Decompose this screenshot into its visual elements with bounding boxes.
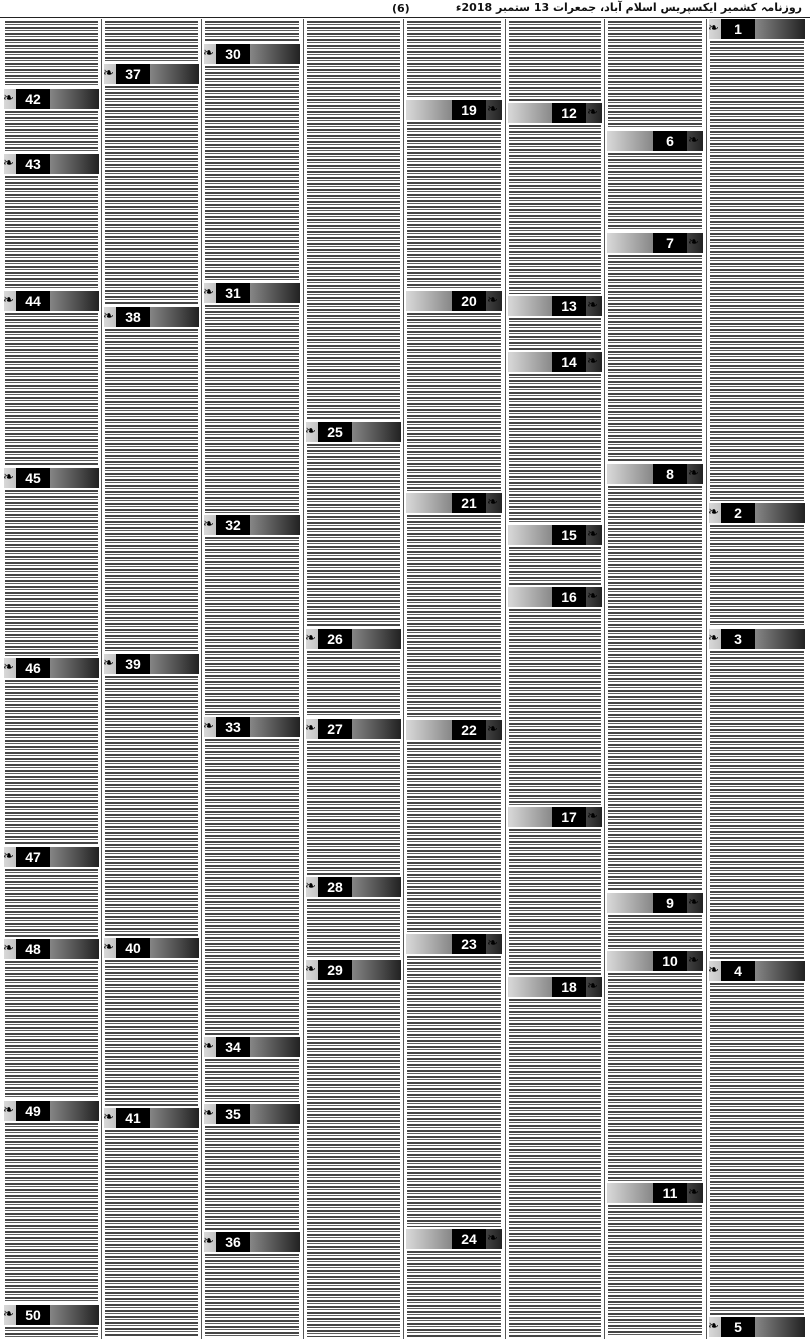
news-text-block: [205, 1126, 299, 1230]
news-text-block: [710, 651, 804, 959]
news-item-number: 17: [552, 807, 586, 827]
column-divider: [505, 19, 506, 1339]
news-text-block: [407, 122, 501, 289]
news-text-block: [509, 374, 601, 523]
news-item-number-bar: [709, 503, 805, 523]
news-item-number-bar: [4, 154, 99, 174]
news-text-block: [105, 960, 198, 1106]
news-text-block: [509, 21, 601, 101]
news-item-number: 28: [318, 877, 352, 897]
news-text-block: [105, 21, 198, 62]
news-item-number: 3: [721, 629, 755, 649]
news-text-block: [407, 1251, 501, 1337]
bird-ornament-icon: ❧: [3, 470, 14, 485]
news-item-number-bar: [204, 1232, 300, 1252]
news-item-number: 21: [452, 493, 486, 513]
bird-ornament-icon: ❧: [203, 46, 214, 61]
news-item-number-bar: [306, 422, 401, 442]
bird-ornament-icon: ❧: [708, 21, 719, 36]
bird-ornament-icon: ❧: [688, 895, 699, 910]
news-item-number-bar: [204, 717, 300, 737]
news-column: [707, 19, 807, 1339]
news-item-number: 20: [452, 291, 486, 311]
news-item-number-bar: [104, 938, 199, 958]
news-item-number-bar: [4, 468, 99, 488]
news-item-number-bar: [508, 296, 602, 316]
news-item-number: 33: [216, 717, 250, 737]
news-item-number-bar: [4, 89, 99, 109]
news-column: [605, 19, 705, 1339]
news-item-number-bar: [306, 960, 401, 980]
bird-ornament-icon: ❧: [203, 517, 214, 532]
news-item-number: 22: [452, 720, 486, 740]
news-item-number: 2: [721, 503, 755, 523]
news-item-number: 35: [216, 1104, 250, 1124]
news-text-block: [608, 255, 702, 462]
news-item-number: 8: [653, 464, 687, 484]
news-item-number: 31: [216, 283, 250, 303]
news-item-number-bar: [406, 100, 502, 120]
news-item-number: 19: [452, 100, 486, 120]
news-item-number-bar: [508, 352, 602, 372]
news-item-number-bar: [508, 977, 602, 997]
news-item-number: 37: [116, 64, 150, 84]
news-text-block: [5, 680, 98, 845]
news-item-number-bar: [4, 939, 99, 959]
masthead-dateline: روزنامہ کشمیر ایکسپریس اسلام آباد، جمعرات 13 ستمبر 2018ء: [455, 1, 802, 14]
news-item-number-bar: [4, 847, 99, 867]
news-text-block: [307, 651, 400, 717]
news-item-number: 12: [552, 103, 586, 123]
bird-ornament-icon: ❧: [3, 849, 14, 864]
bird-ornament-icon: ❧: [487, 495, 498, 510]
news-text-block: [710, 525, 804, 627]
news-text-block: [407, 515, 501, 718]
news-item-number: 27: [318, 719, 352, 739]
news-text-block: [407, 313, 501, 491]
news-text-block: [105, 1130, 198, 1337]
news-text-block: [5, 961, 98, 1099]
news-item-number-bar: [607, 233, 703, 253]
news-item-number-bar: [104, 654, 199, 674]
news-item-number: 48: [16, 939, 50, 959]
bird-ornament-icon: ❧: [708, 631, 719, 646]
news-text-block: [509, 125, 601, 294]
news-item-number-bar: [406, 493, 502, 513]
news-text-block: [509, 547, 601, 585]
news-item-number-bar: [204, 1104, 300, 1124]
news-item-number: 50: [16, 1305, 50, 1325]
bird-ornament-icon: ❧: [103, 309, 114, 324]
bird-ornament-icon: ❧: [487, 1231, 498, 1246]
news-item-number-bar: [508, 525, 602, 545]
news-text-block: [205, 537, 299, 715]
news-text-block: [5, 313, 98, 466]
bird-ornament-icon: ❧: [587, 354, 598, 369]
news-item-number: 11: [653, 1183, 687, 1203]
news-item-number-bar: [709, 19, 805, 39]
news-item-number-bar: [709, 1317, 805, 1337]
news-item-number: 10: [653, 951, 687, 971]
bird-ornament-icon: ❧: [305, 879, 316, 894]
news-item-number: 38: [116, 307, 150, 327]
news-column: [2, 19, 101, 1339]
news-item-number-bar: [406, 291, 502, 311]
bird-ornament-icon: ❧: [688, 235, 699, 250]
news-text-block: [205, 305, 299, 513]
column-divider: [201, 19, 202, 1339]
news-text-block: [509, 318, 601, 350]
news-item-number-bar: [4, 291, 99, 311]
news-text-block: [205, 66, 299, 281]
news-item-number-bar: [204, 515, 300, 535]
news-item-number: 5: [721, 1317, 755, 1337]
news-item-number: 44: [16, 291, 50, 311]
news-item-number-bar: [204, 44, 300, 64]
news-item-number: 43: [16, 154, 50, 174]
bird-ornament-icon: ❧: [305, 631, 316, 646]
news-text-block: [205, 739, 299, 1035]
news-item-number: 32: [216, 515, 250, 535]
news-text-block: [608, 21, 702, 129]
news-item-number-bar: [709, 629, 805, 649]
news-item-number-bar: [607, 951, 703, 971]
news-item-number-bar: [607, 464, 703, 484]
news-item-number-bar: [4, 658, 99, 678]
bird-ornament-icon: ❧: [587, 298, 598, 313]
news-item-number: 29: [318, 960, 352, 980]
news-item-number: 6: [653, 131, 687, 151]
bird-ornament-icon: ❧: [305, 424, 316, 439]
bird-ornament-icon: ❧: [103, 1110, 114, 1125]
page-number: (6): [392, 2, 410, 15]
news-text-block: [608, 153, 702, 231]
news-item-number: 26: [318, 629, 352, 649]
news-text-block: [407, 742, 501, 932]
news-text-block: [710, 983, 804, 1315]
news-item-number-bar: [4, 1101, 99, 1121]
news-item-number-bar: [508, 807, 602, 827]
news-text-block: [608, 973, 702, 1181]
bird-ornament-icon: ❧: [708, 1319, 719, 1334]
news-text-block: [205, 1059, 299, 1102]
news-item-number: 41: [116, 1108, 150, 1128]
news-text-block: [710, 41, 804, 501]
news-item-number: 45: [16, 468, 50, 488]
bird-ornament-icon: ❧: [3, 941, 14, 956]
news-item-number-bar: [306, 877, 401, 897]
news-item-number: 25: [318, 422, 352, 442]
news-column: [102, 19, 201, 1339]
news-text-block: [105, 86, 198, 305]
bird-ornament-icon: ❧: [487, 936, 498, 951]
column-divider: [101, 19, 102, 1339]
news-item-number-bar: [607, 131, 703, 151]
bird-ornament-icon: ❧: [3, 91, 14, 106]
news-text-block: [608, 915, 702, 949]
news-text-block: [5, 111, 98, 152]
bird-ornament-icon: ❧: [487, 293, 498, 308]
news-item-number: 42: [16, 89, 50, 109]
bird-ornament-icon: ❧: [708, 505, 719, 520]
column-divider: [303, 19, 304, 1339]
bird-ornament-icon: ❧: [203, 1106, 214, 1121]
news-item-number: 34: [216, 1037, 250, 1057]
bird-ornament-icon: ❧: [688, 133, 699, 148]
news-item-number-bar: [204, 283, 300, 303]
bird-ornament-icon: ❧: [487, 722, 498, 737]
news-item-number: 39: [116, 654, 150, 674]
bird-ornament-icon: ❧: [203, 285, 214, 300]
news-text-block: [509, 829, 601, 975]
news-text-block: [307, 741, 400, 875]
news-text-block: [5, 869, 98, 937]
news-text-block: [608, 486, 702, 891]
news-item-number: 36: [216, 1232, 250, 1252]
bird-ornament-icon: ❧: [587, 979, 598, 994]
bird-ornament-icon: ❧: [203, 1234, 214, 1249]
news-item-number: 24: [452, 1229, 486, 1249]
bird-ornament-icon: ❧: [3, 1307, 14, 1322]
news-item-number-bar: [4, 1305, 99, 1325]
news-item-number-bar: [406, 720, 502, 740]
page-header: [0, 0, 810, 18]
news-item-number-bar: [306, 719, 401, 739]
news-item-number: 47: [16, 847, 50, 867]
column-divider: [706, 19, 707, 1339]
news-item-number: 40: [116, 938, 150, 958]
news-text-block: [407, 21, 501, 98]
news-text-block: [608, 1205, 702, 1337]
news-column: [304, 19, 403, 1339]
news-item-number: 46: [16, 658, 50, 678]
news-item-number: 18: [552, 977, 586, 997]
bird-ornament-icon: ❧: [103, 656, 114, 671]
news-text-block: [105, 329, 198, 652]
bird-ornament-icon: ❧: [103, 940, 114, 955]
bird-ornament-icon: ❧: [587, 809, 598, 824]
news-text-block: [509, 609, 601, 805]
news-text-block: [307, 444, 400, 627]
bird-ornament-icon: ❧: [3, 1103, 14, 1118]
news-item-number: 7: [653, 233, 687, 253]
bird-ornament-icon: ❧: [103, 66, 114, 81]
news-column: [404, 19, 504, 1339]
news-item-number: 16: [552, 587, 586, 607]
bird-ornament-icon: ❧: [587, 589, 598, 604]
news-item-number-bar: [607, 893, 703, 913]
news-item-number-bar: [406, 934, 502, 954]
news-text-block: [307, 21, 400, 420]
news-text-block: [205, 21, 299, 42]
news-item-number-bar: [709, 961, 805, 981]
news-text-block: [5, 1327, 98, 1337]
news-item-number: 13: [552, 296, 586, 316]
news-column: [506, 19, 604, 1339]
news-text-block: [205, 1254, 299, 1337]
bird-ornament-icon: ❧: [688, 1185, 699, 1200]
news-text-block: [307, 899, 400, 958]
bird-ornament-icon: ❧: [3, 156, 14, 171]
news-text-block: [5, 1123, 98, 1303]
news-item-number: 15: [552, 525, 586, 545]
bird-ornament-icon: ❧: [688, 953, 699, 968]
bird-ornament-icon: ❧: [587, 527, 598, 542]
news-item-number-bar: [104, 307, 199, 327]
news-item-number-bar: [204, 1037, 300, 1057]
news-text-block: [5, 490, 98, 656]
news-item-number-bar: [104, 1108, 199, 1128]
news-text-block: [307, 982, 400, 1337]
news-item-number-bar: [508, 587, 602, 607]
bird-ornament-icon: ❧: [203, 1039, 214, 1054]
column-divider: [604, 19, 605, 1339]
news-item-number: 49: [16, 1101, 50, 1121]
news-text-block: [5, 21, 98, 87]
bird-ornament-icon: ❧: [708, 963, 719, 978]
bird-ornament-icon: ❧: [688, 466, 699, 481]
news-text-block: [105, 676, 198, 936]
news-item-number: 4: [721, 961, 755, 981]
bird-ornament-icon: ❧: [305, 721, 316, 736]
bird-ornament-icon: ❧: [305, 962, 316, 977]
column-divider: [403, 19, 404, 1339]
bird-ornament-icon: ❧: [3, 660, 14, 675]
news-item-number: 1: [721, 19, 755, 39]
news-item-number: 9: [653, 893, 687, 913]
news-item-number-bar: [508, 103, 602, 123]
news-column: [202, 19, 302, 1339]
news-item-number-bar: [104, 64, 199, 84]
news-item-number-bar: [607, 1183, 703, 1203]
bird-ornament-icon: ❧: [203, 719, 214, 734]
news-item-number: 30: [216, 44, 250, 64]
bird-ornament-icon: ❧: [487, 102, 498, 117]
news-item-number: 23: [452, 934, 486, 954]
bird-ornament-icon: ❧: [3, 293, 14, 308]
news-item-number-bar: [306, 629, 401, 649]
news-item-number: 14: [552, 352, 586, 372]
news-text-block: [407, 956, 501, 1227]
news-item-number-bar: [406, 1229, 502, 1249]
news-text-block: [5, 176, 98, 289]
bird-ornament-icon: ❧: [587, 105, 598, 120]
news-text-block: [509, 999, 601, 1337]
